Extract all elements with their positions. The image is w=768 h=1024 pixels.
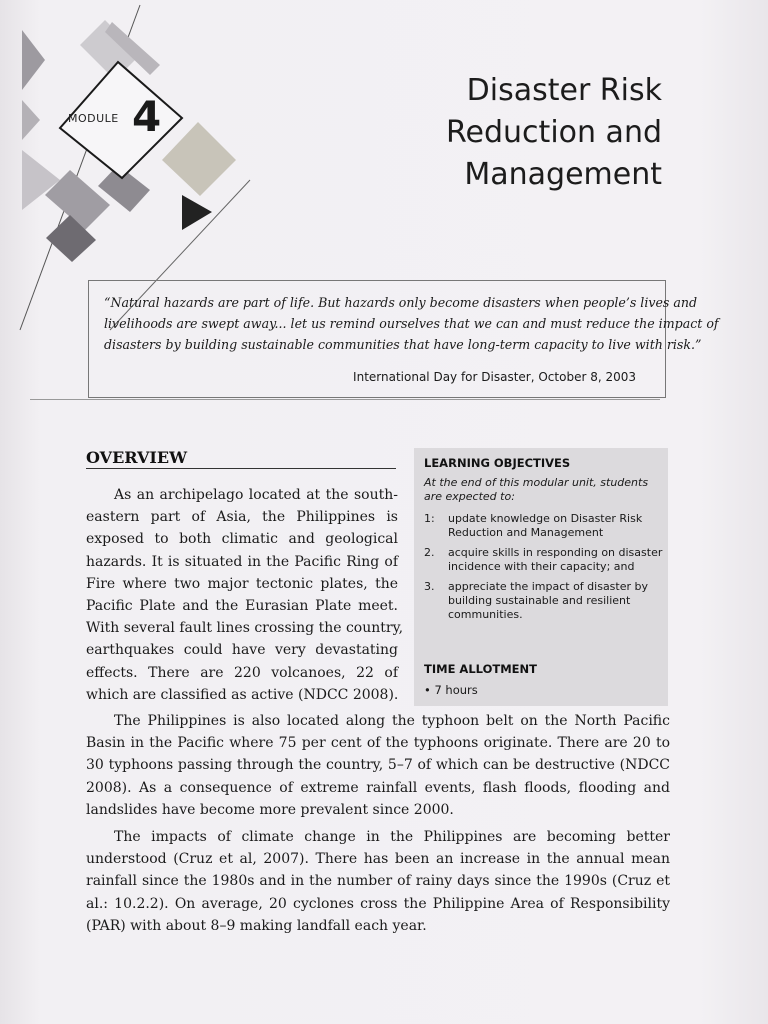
body-paragraph	[86, 826, 670, 937]
text-line: earthquakes could have very devastating	[86, 642, 398, 659]
quote-divider	[30, 399, 660, 400]
quote-line: disasters by building sustainable communities that have long-term capacity to live with risk.”	[104, 337, 702, 352]
objective-number: 1:	[424, 512, 435, 525]
text-line: The Philippines is also located along the typhoon belt on the North Pacific	[114, 713, 670, 729]
learning-objectives-intro: At the end of this modular unit, students are expected to:	[424, 476, 649, 503]
text-line: landslides have become more prevalent since 2000.	[86, 801, 454, 818]
text-line: rainfall since the 1980s and in the number of rainy days since the 1990s (Cruz et	[86, 873, 670, 890]
text-line: effects. There are 220 volcanoes, 22 of	[86, 664, 398, 681]
objective-item	[424, 546, 664, 574]
quote-line: livelihoods are swept away... let us remind ourselves that we can and must reduce the impact of	[104, 316, 719, 331]
title-line: Reduction and	[446, 115, 662, 150]
objective-item	[424, 580, 664, 622]
text-line: With several fault lines crossing the country,	[86, 620, 404, 637]
decoration-shape	[162, 122, 236, 196]
text-line: 30 typhoons passing through the country, 5–7 of which can be destructive (NDCC	[86, 757, 670, 774]
text-line: which are classified as active (NDCC 2008).	[86, 686, 399, 703]
objective-number: 3.	[424, 580, 435, 593]
objective-text: update knowledge on Disaster Risk Reduction and Management	[448, 512, 643, 539]
title-line: Management	[464, 157, 662, 192]
text-line: Pacific Plate and the Eurasian Plate meet.	[86, 598, 398, 615]
decoration-shape	[22, 30, 45, 90]
quote-text	[104, 292, 719, 355]
quote-source: International Day for Disaster, October 8, 2003	[353, 370, 636, 384]
objective-text: acquire skills in responding on disaster incidence with their capacity; and	[448, 546, 663, 573]
triangle-arrow-icon	[182, 195, 212, 230]
objective-number: 2.	[424, 546, 435, 559]
overview-underline	[86, 468, 396, 469]
objective-text: appreciate the impact of disaster by building sustainable and resilient communities.	[448, 580, 649, 621]
text-line: 2008). As a consequence of extreme rainfall events, flash floods, flooding and	[86, 779, 670, 796]
text-line: The impacts of climate change in the Philippines are becoming better	[114, 829, 670, 845]
overview-paragraph	[86, 484, 404, 706]
text-line: (PAR) with about 8–9 making landfall each year.	[86, 917, 427, 934]
learning-objectives-title: LEARNING OBJECTIVES	[424, 456, 571, 470]
decoration-shape	[22, 100, 40, 140]
module-label: MODULE	[68, 112, 119, 125]
overview-heading: OVERVIEW	[86, 448, 188, 467]
text-line: hazards. It is situated in the Pacific Ring of	[86, 553, 398, 570]
text-line: Fire where two major tectonic plates, the	[86, 575, 398, 592]
learning-objectives-list	[424, 512, 664, 628]
objective-item	[424, 512, 664, 540]
text-line: Basin in the Pacific where 75 per cent of the typhoons originate. There are 20 to	[86, 735, 670, 752]
text-line: exposed to both climatic and geological	[86, 531, 398, 548]
text-line: al.: 10.2.2). On average, 20 cyclones cross the Philippine Area of Responsibility	[86, 895, 670, 912]
module-title	[322, 70, 662, 196]
text-line: understood (Cruz et al, 2007). There has been an increase in the annual mean	[86, 851, 670, 868]
text-line: eastern part of Asia, the Philippines is	[86, 509, 398, 526]
body-paragraph	[86, 710, 670, 821]
module-number: 4	[132, 92, 162, 141]
quote-line: “Natural hazards are part of life. But hazards only become disasters when people’s lives and	[104, 295, 698, 310]
title-line: Disaster Risk	[466, 73, 662, 108]
time-allotment-value: • 7 hours	[424, 683, 478, 697]
text-line: As an archipelago located at the south-	[114, 487, 398, 503]
time-allotment-title: TIME ALLOTMENT	[424, 662, 537, 676]
